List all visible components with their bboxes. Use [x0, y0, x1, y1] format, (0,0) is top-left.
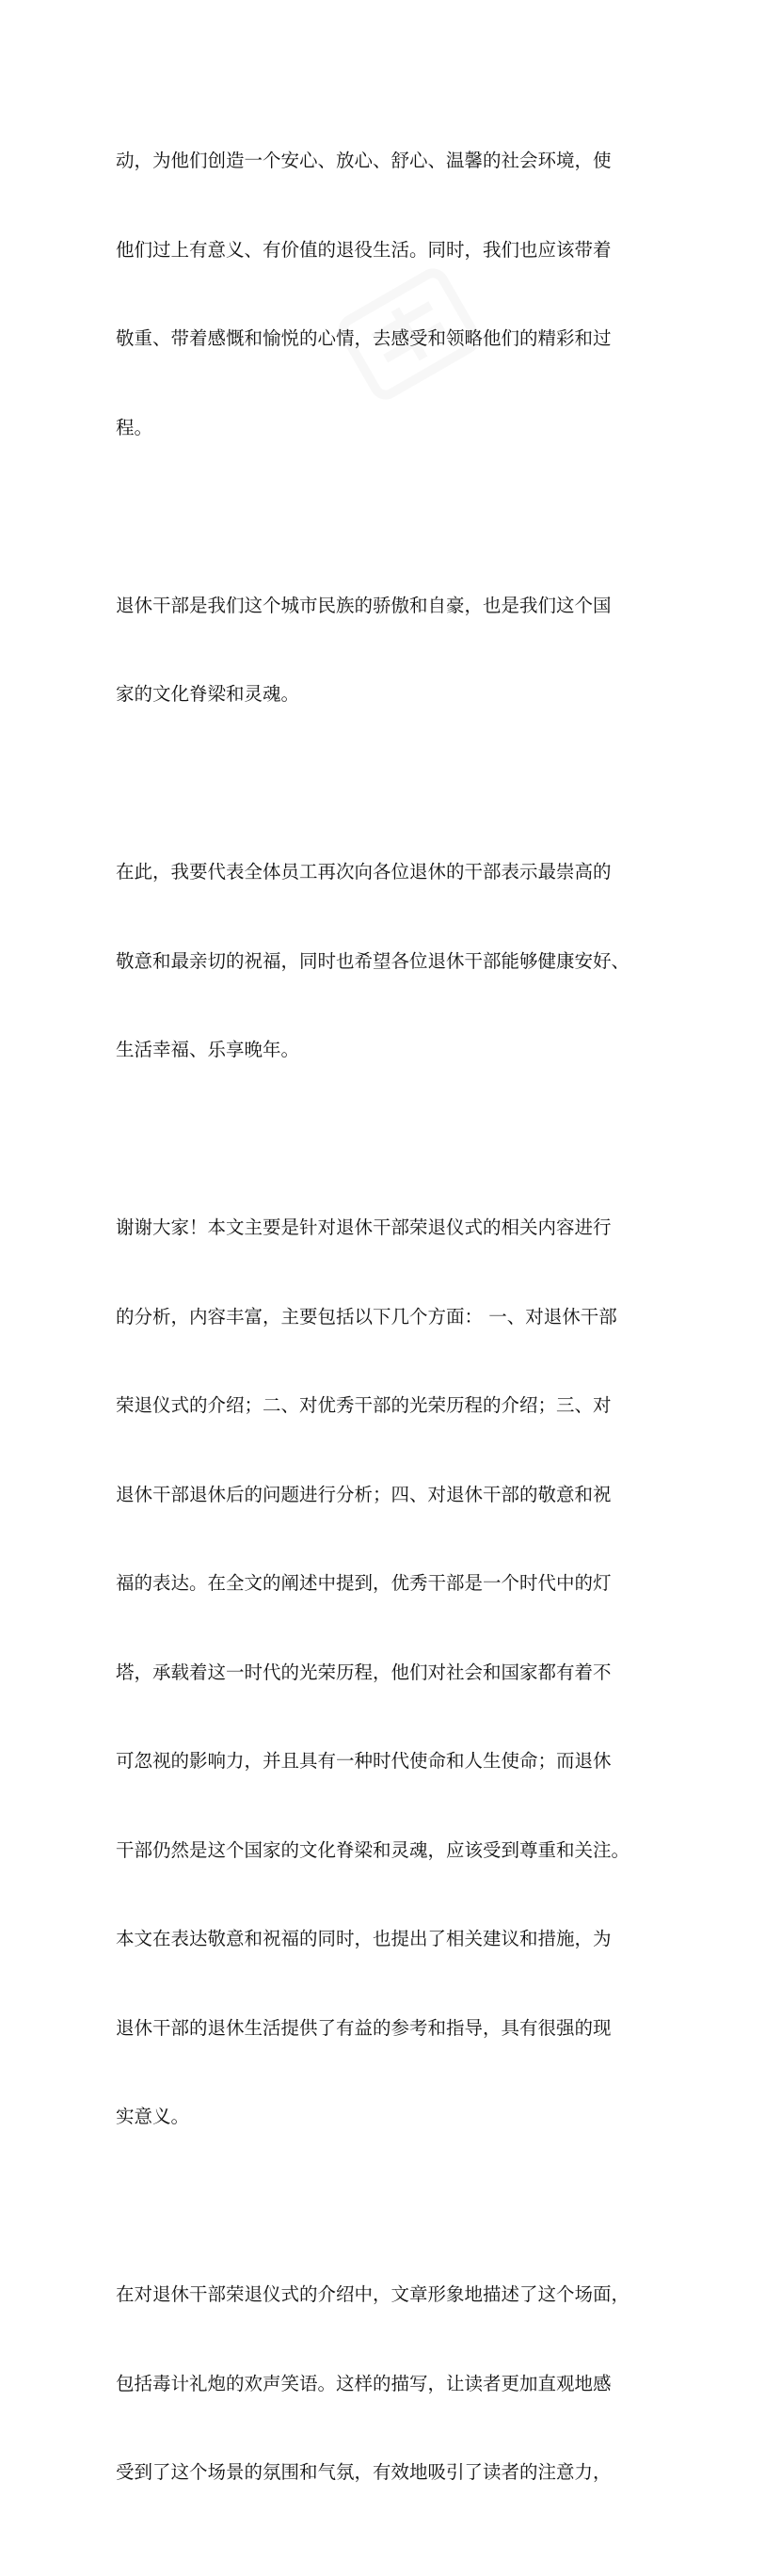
text-line: 退休干部的退休生活提供了有益的参考和指导，具有很强的现 — [116, 2016, 612, 2039]
text-line: 谢谢大家！本文主要是针对退休干部荣退仪式的相关内容进行 — [116, 1216, 612, 1238]
text-line: 实意义。 — [116, 2106, 190, 2127]
text-line: 福的表达。在全文的阐述中提到，优秀干部是一个时代中的灯 — [116, 1572, 612, 1594]
text-line: 受到了这个场景的氛围和气氛，有效地吸引了读者的注意力， — [116, 2461, 612, 2483]
paragraph-3 — [116, 798, 680, 1124]
text-line: 本文在表达敬意和祝福的同时，也提出了相关建议和措施，为 — [116, 1928, 612, 1949]
text-line: 在对退休干部荣退仪式的介绍中，文章形象地描述了这个场面， — [116, 2283, 630, 2305]
text-line: 的分析，内容丰富，主要包括以下几个方面： 一、对退休干部 — [116, 1305, 617, 1328]
paragraph-5 — [116, 2220, 680, 2547]
text-line: 干部仍然是这个国家的文化脊梁和灵魂，应该受到尊重和关注。 — [116, 1838, 630, 1861]
text-line: 生活幸福、乐享晚年。 — [116, 1039, 300, 1060]
text-line: 包括毒计礼炮的欢声笑语。这样的描写，让读者更加直观地感 — [116, 2372, 612, 2394]
paragraph-4 — [116, 1153, 680, 2191]
text-line: 退休干部退休后的问题进行分析；四、对退休干部的敬意和祝 — [116, 1483, 612, 1505]
paragraph-1 — [116, 87, 680, 501]
text-line: 可忽视的影响力，并且具有一种时代使命和人生使命；而退休 — [116, 1750, 612, 1772]
text-line: 退休干部是我们这个城市民族的骄傲和自豪，也是我们这个国 — [116, 594, 612, 616]
text-line: 塔，承载着这一时代的光荣历程，他们对社会和国家都有着不 — [116, 1661, 612, 1683]
text-line: 动，为他们创造一个安心、放心、舒心、温馨的社会环境，使 — [116, 150, 612, 171]
text-line: 家的文化脊梁和灵魂。 — [116, 683, 300, 705]
paragraph-2 — [116, 532, 680, 769]
text-line: 程。 — [116, 416, 153, 438]
text-line: 他们过上有意义、有价值的退役生活。同时，我们也应该带着 — [116, 238, 612, 261]
text-line: 在此，我要代表全体员工再次向各位退休的干部表示最崇高的 — [116, 861, 612, 883]
document-body — [116, 87, 680, 2576]
text-line: 敬重、带着感慨和愉悦的心情，去感受和领略他们的精彩和过 — [116, 327, 612, 349]
text-line: 敬意和最亲切的祝福，同时也希望各位退休干部能够健康安好、 — [116, 949, 630, 972]
text-line: 荣退仪式的介绍；二、对优秀干部的光荣历程的介绍；三、对 — [116, 1394, 612, 1416]
